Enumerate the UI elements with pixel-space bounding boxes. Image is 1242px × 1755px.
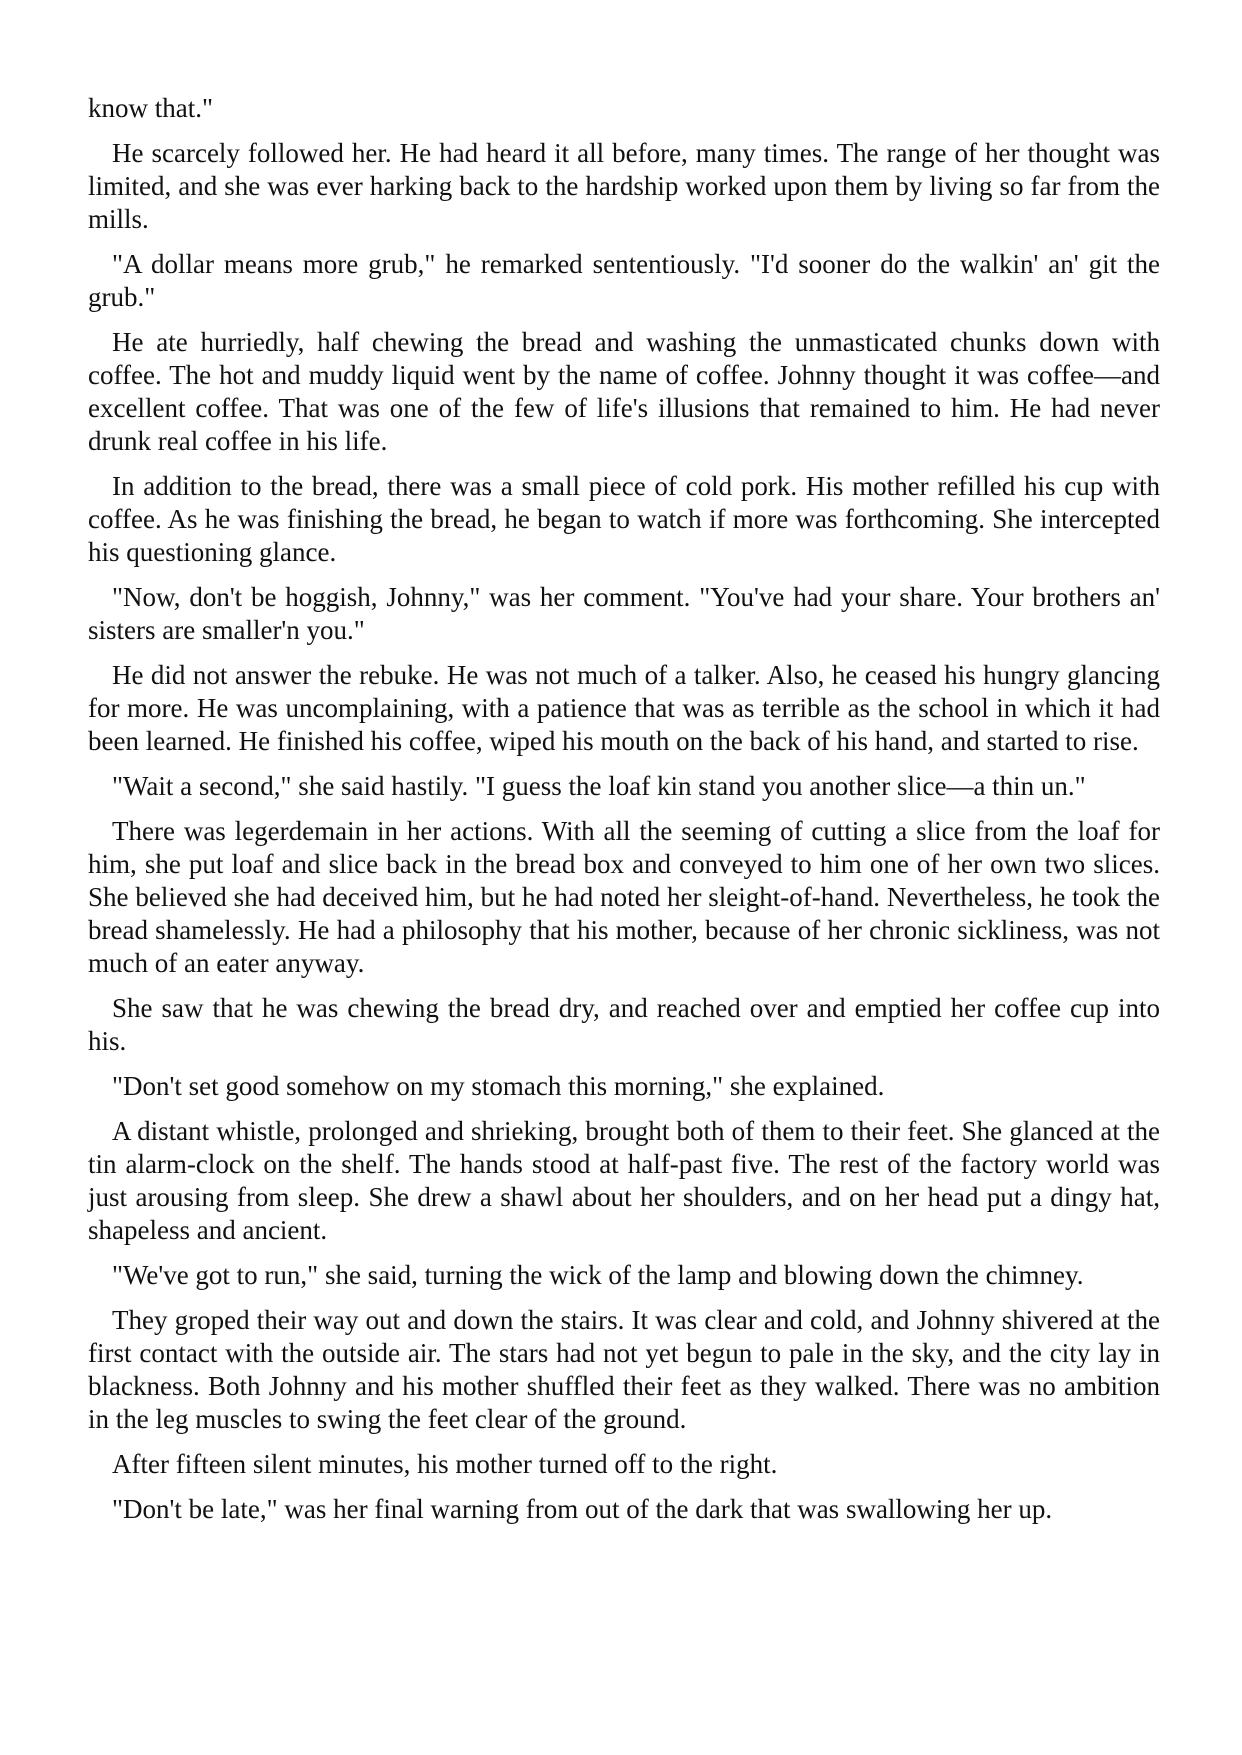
paragraph: She saw that he was chewing the bread dry, and reached over and emptied her coffee cup into his.	[88, 993, 1160, 1056]
paragraph: After fifteen silent minutes, his mother turned off to the right.	[112, 1449, 778, 1479]
paragraph: "A dollar means more grub," he remarked sententiously. "I'd sooner do the walkin' an' git the grub."	[88, 249, 1160, 312]
paragraph: They groped their way out and down the stairs. It was clear and cold, and Johnny shivered at the first contact with the outside air. The stars had not yet begun to pale in the sky, and the city lay in blackness. Both Johnny and his mother shuffled their feet as they walked. There was no ambition in the leg muscles to swing the feet clear of the ground.	[88, 1305, 1160, 1434]
paragraph: A distant whistle, prolonged and shrieking, brought both of them to their feet. She glanced at the tin alarm-clock on the shelf. The hands stood at half-past five. The rest of the factory world was just arousing from sleep. She drew a shawl about her shoulders, and on her head put a dingy hat, shapeless and ancient.	[88, 1116, 1160, 1245]
paragraph: There was legerdemain in her actions. With all the seeming of cutting a slice from the loaf for him, she put loaf and slice back in the bread box and conveyed to him one of her own two slices. She believed she had deceived him, but he had noted her sleight-of-hand. Nevertheless, he took the bread shamelessly. He had a philosophy that his mother, because of her chronic sickliness, was not much of an eater anyway.	[88, 816, 1160, 978]
paragraph: "Don't set good somehow on my stomach this morning," she explained.	[112, 1071, 885, 1101]
paragraph: He did not answer the rebuke. He was not much of a talker. Also, he ceased his hungry glancing for more. He was uncomplaining, with a patience that was as terrible as the school in which it had been learned. He finished his coffee, wiped his mouth on the back of his hand, and started to rise.	[88, 660, 1160, 756]
paragraph: "We've got to run," she said, turning the wick of the lamp and blowing down the chimney.	[112, 1260, 1084, 1290]
paragraph: He ate hurriedly, half chewing the bread and washing the unmasticated chunks down with coffee. The hot and muddy liquid went by the name of coffee. Johnny thought it was coffee—and excellent coffee. That was one of the few of life's illusions that remained to him. He had never drunk real coffee in his life.	[88, 327, 1160, 456]
paragraph: He scarcely followed her. He had heard it all before, many times. The range of her thought was limited, and she was ever harking back to the hardship worked upon them by living so far from the mills.	[88, 138, 1160, 234]
paragraph-continuation: know that."	[88, 93, 214, 123]
paragraph: "Now, don't be hoggish, Johnny," was her comment. "You've had your share. Your brothers an' sisters are smaller'n you."	[88, 582, 1160, 645]
paragraph: In addition to the bread, there was a small piece of cold pork. His mother refilled his cup with coffee. As he was finishing the bread, he began to watch if more was forthcoming. She intercepted his questioning glance.	[88, 471, 1160, 567]
page-text	[88, 92, 1160, 1538]
paragraph: "Don't be late," was her final warning from out of the dark that was swallowing her up.	[112, 1494, 1053, 1524]
paragraph: "Wait a second," she said hastily. "I guess the loaf kin stand you another slice—a thin un."	[112, 771, 1086, 801]
